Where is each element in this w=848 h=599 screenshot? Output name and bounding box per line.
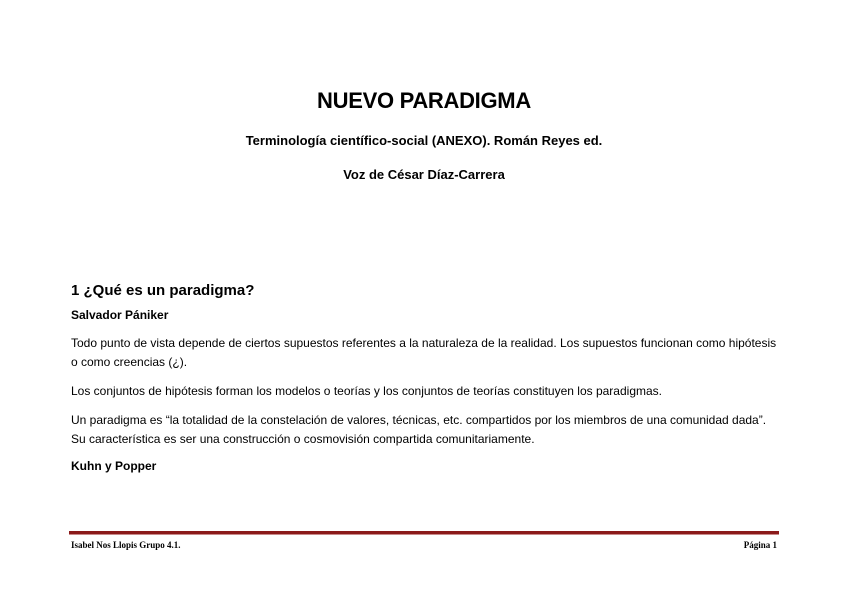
footer-page-number: Página 1 bbox=[743, 540, 777, 550]
document-subtitle: Terminología científico-social (ANEXO). Román Reyes ed. bbox=[245, 133, 603, 148]
document-voice-credit: Voz de César Díaz-Carrera bbox=[343, 167, 505, 182]
paragraph-3: Un paradigma es “la totalidad de la constelación de valores, técnicas, etc. compartidos por los miembros de una comunidad dada”. Su característica es ser una construcción o cosmovisión compartida comunitariamente. bbox=[71, 413, 767, 446]
footer-author: Isabel Nos Llopis Grupo 4.1. bbox=[71, 540, 181, 550]
footer-divider bbox=[69, 531, 779, 535]
section-author: Salvador Pániker bbox=[71, 308, 169, 322]
next-author-heading: Kuhn y Popper bbox=[71, 459, 157, 473]
document-title: NUEVO PARADIGMA bbox=[317, 88, 531, 113]
section-heading: 1 ¿Qué es un paradigma? bbox=[71, 282, 255, 299]
document-body bbox=[71, 282, 781, 485]
paragraph-1: Todo punto de vista depende de ciertos supuestos referentes a la naturaleza de la realidad. Los supuestos funcionan como hipótesis o como creencias (¿). bbox=[71, 336, 777, 369]
paragraph-2: Los conjuntos de hipótesis forman los modelos o teorías y los conjuntos de teorías constituyen los paradigmas. bbox=[71, 384, 662, 398]
